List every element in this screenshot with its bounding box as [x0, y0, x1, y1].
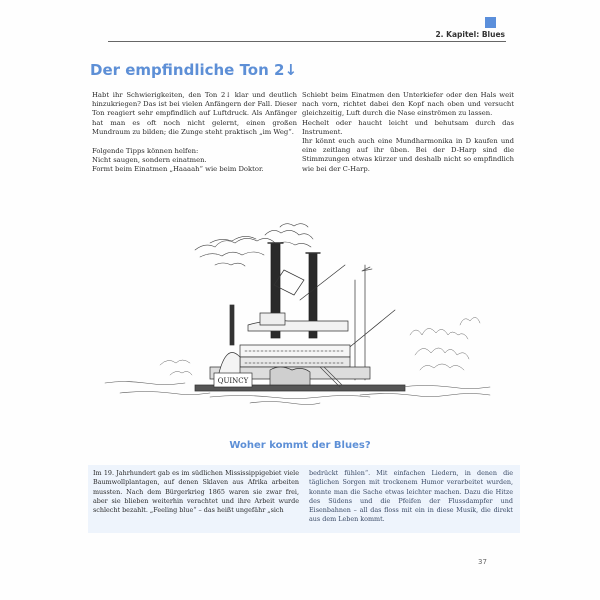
- right-paragraph: Hechelt oder haucht leicht und behutsam durch das Instrument.: [302, 118, 514, 136]
- right-column: [302, 91, 514, 174]
- info-box-left-text: Im 19. Jahrhundert gab es im südlichen Mississippigebiet viele Baumwollplantagen, auf denen Sklaven aus Afrika arbeiten mussten. Nach dem Bürgerkrieg 1865 waren sie zwar frei, aber sie blieben weiterhin verachtet und ihre Arbeit wurde schlecht bezahlt. „Feeling blue“ – das heißt ungefähr „sich: [93, 469, 299, 515]
- smoke-cloud: [195, 224, 313, 266]
- section-title: Der empfindliche Ton 2↓: [90, 61, 298, 79]
- info-box-title: Woher kommt der Blues?: [229, 440, 371, 451]
- left-paragraph: Habt ihr Schwierigkeiten, den Ton 2↓ klar und deutlich hinzukriegen? Das ist bei vielen Anfängern der Fall. Dieser Ton reagiert sehr empfindlich auf Luftdruck. Als Anfänger hat man es oft noch nicht gelernt, einen großen Mundraum zu bilden; die Zunge steht praktisch „im Weg“.: [92, 91, 297, 136]
- info-box-right-text: bedrückt fühlen“. Mit einfachen Liedern, in denen die täglichen Sorgen mit trockenem Humor verarbeitet wurden, konnte man die Sache etwas leichter machen. Dazu die Hitze des Südens und die Pfeifen der Flussdampfer und Eisenbahnen – all das floss mit ein in diese Musik, die direkt aus dem Leben kommt.: [309, 469, 513, 524]
- chapter-marker-square: [485, 17, 496, 28]
- boat-name: QUINCY: [217, 377, 249, 385]
- right-paragraph: Ihr könnt euch auch eine Mundharmonika in D kaufen und eine zeitlang auf ihr üben. Bei der D-Harp sind die Stimmzungen etwas kürzer und deshalb nicht so empfindlich wie bei der C-Harp.: [302, 137, 514, 173]
- info-box: [88, 465, 520, 533]
- tip-item: Formt beim Einatmen „Haaaah“ wie beim Doktor.: [92, 165, 264, 174]
- header-rule: [108, 41, 506, 42]
- steamboat-illustration: [100, 205, 510, 410]
- right-paragraph: Schiebt beim Einatmen den Unterkiefer oder den Hals weit nach vorn, richtet dabei den Kopf nach oben und versucht gleichzeitig, Luft durch die Nase einströmen zu lassen.: [302, 91, 514, 118]
- left-column: [92, 91, 297, 175]
- tip-item: Nicht saugen, sondern einatmen.: [92, 156, 207, 165]
- tips-intro: Folgende Tipps können helfen:: [92, 147, 199, 156]
- page-number: 37: [478, 558, 487, 566]
- chapter-label: 2. Kapitel: Blues: [435, 30, 505, 39]
- small-stack: [230, 305, 234, 345]
